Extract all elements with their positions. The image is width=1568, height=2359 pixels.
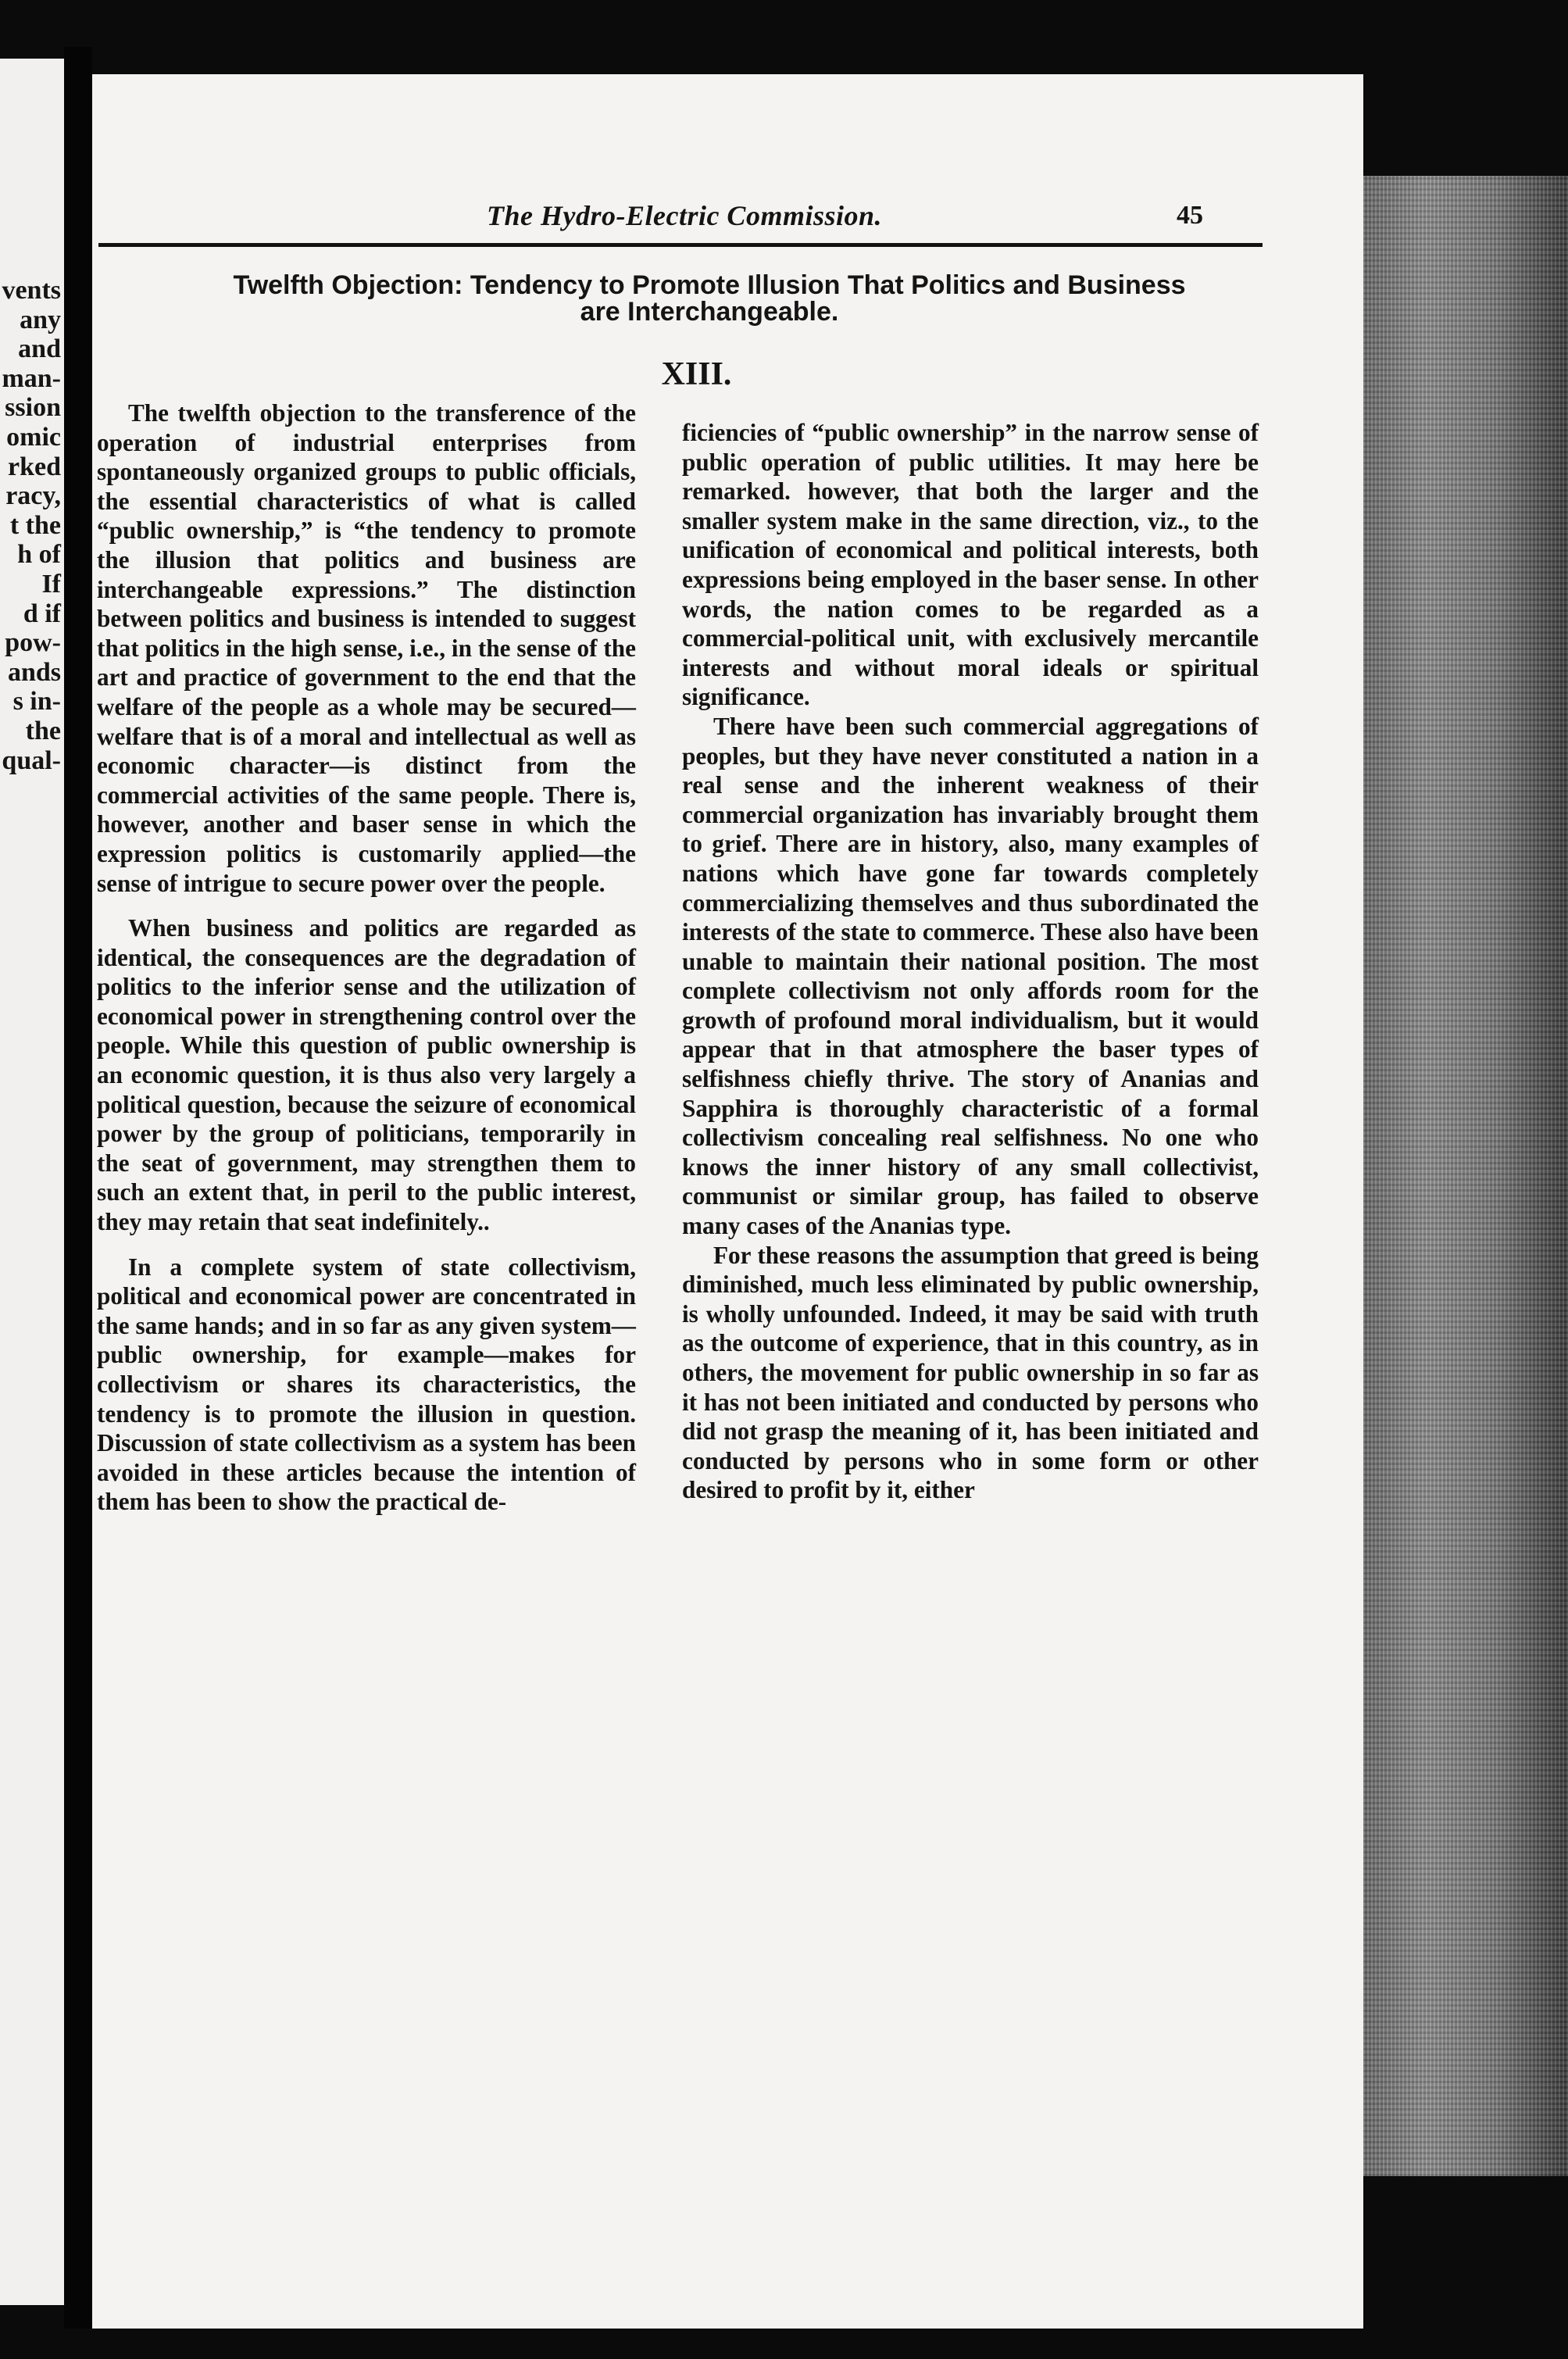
right-column [682,418,1259,1505]
previous-page-text-fragment: h of [17,540,61,570]
running-title: The Hydro-Electric Commission. [487,200,882,231]
section-number: XIII. [661,356,732,392]
previous-page-text-fragment: pow- [5,628,61,658]
paragraph: In a complete system of state collectivism, political and economical power are concentrated in the same hands; and in so far as any given system—public ownership, for example—makes for collectivism or shares its characteristics, the tendency is to promote the illusion in question. Discussion of state collectivism as a system has been avoided in these articles because the intention of them has been to show the practical de- [97,1253,636,1516]
previous-page-text-fragment: ssion [5,393,61,423]
previous-page-text-fragment: any [20,305,61,334]
previous-page-text-fragment: vents [2,276,61,305]
paragraph: There have been such commercial aggregations of peoples, but they have never constituted a nation in a real sense and the inherent weakness of their commercial organization has invariably brought them to grief. There are in history, also, many examples of nations which have gone far towards completely commercializing themselves and thus subordinated the interests of the state to commerce. These also have been unable to maintain their national position. The most complete collectivism not only affords room for the growth of profound moral individualism, but it would appear that in that atmosphere the baser types of selfishness chiefly thrive. The story of Ananias and Sapphira is thoroughly characteristic of a formal collectivism concealing real selfishness. No one who knows the inner history of any small collectivist, communist or similar group, has failed to observe many cases of the Ananias type. [682,712,1259,1240]
page-edge-texture [1363,176,1568,2176]
paragraph: For these reasons the assumption that greed is being diminished, much less eliminated by public ownership, is wholly unfounded. Indeed, it may be said with truth as the outcome of experience, that in this country, as in others, the movement for public ownership in so far as it has not been initiated and conducted by persons who did not grasp the meaning of it, has been initiated and conducted by persons who in some form or other desired to profit by it, either [682,1241,1259,1504]
previous-page-fragment [0,59,64,2305]
previous-page-text-fragment: omic [6,423,61,452]
book-page [92,74,1363,2329]
previous-page-text-fragment: t the [9,510,61,540]
header-rule [98,243,1263,247]
page-number: 45 [1177,201,1203,230]
paragraph: The twelfth objection to the transference of the operation of industrial enterprises from spontaneously organized groups to public officials, the essential characteristics of what is called “public ownership,” is “the tendency to promote the illusion that politics and business are interchangeable expressions.” The distinction between politics and business is intended to suggest that politics in the high sense, i.e., in the sense of the art and practice of government to the end that the welfare of the people as a whole may be secured—welfare that is of a moral and intellectual as well as economic character—is distinct from the commercial activities of the same people. There is, however, another and baser sense in which the expression politics is customarily applied—the sense of intrigue to secure power over the people. [97,399,636,897]
paragraph: When business and politics are regarded as identical, the consequences are the degradation of politics to the inferior sense and the utilization of economical power in strengthening control over the people. While this question of public ownership is an economic question, it is thus also very largely a political question, because the seizure of economical power by the group of politicians, temporarily in the seat of government, may strengthen them to such an extent that, in peril to the public interest, they may retain that seat indefinitely.. [97,914,636,1236]
objection-heading: Twelfth Objection: Tendency to Promote Illusion That Politics and Business are Interchangeable. [233,270,1186,327]
previous-page-text-fragment: and [18,334,61,364]
paragraph: ficiencies of “public ownership” in the narrow sense of public operation of public utilities. It may here be remarked. however, that both the larger and the smaller system make in the same direction, viz., to the unification of economical and political interests, both expressions being employed in the baser sense. In other words, the nation comes to be regarded as a commercial-political unit, with exclusively mercantile interests and without moral ideals or spiritual significance. [682,419,1259,711]
previous-page-text-fragment: ands [7,657,61,687]
left-column [97,399,636,1517]
previous-page-text-fragment: racy, [5,481,61,511]
previous-page-text-fragment: the [25,717,61,745]
previous-page-text-fragment: man- [2,363,61,393]
previous-page-text-fragment: s in- [13,687,61,717]
previous-page-text-fragment: d if [23,599,61,628]
previous-page-text-fragment: If [41,570,61,599]
previous-page-text-fragment: rked [8,452,61,481]
previous-page-text-fragment: qual- [2,745,61,775]
